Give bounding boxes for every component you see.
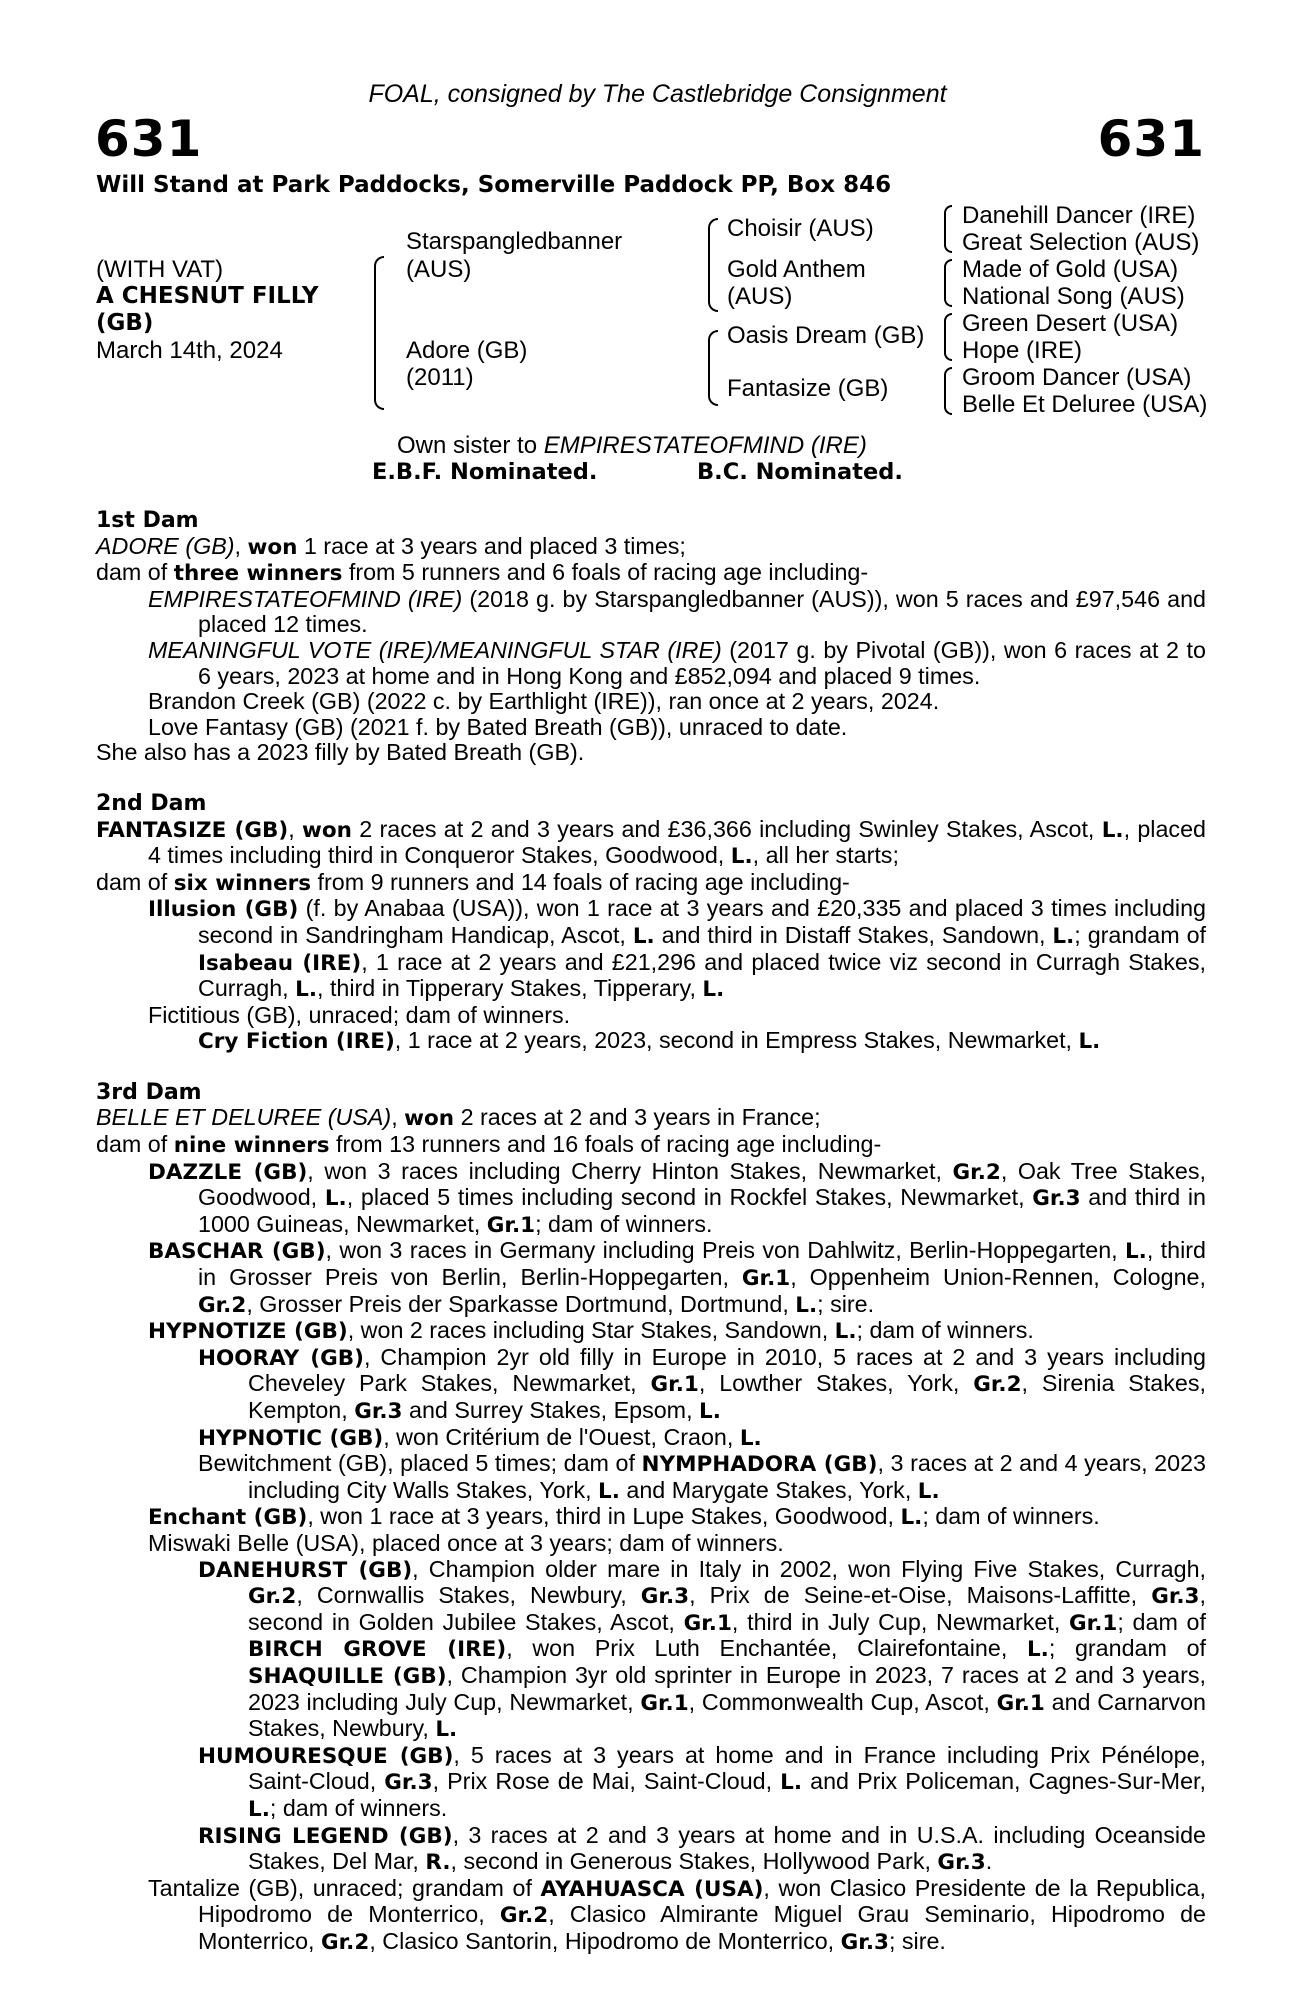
- horse-dob: March 14th, 2024: [96, 337, 283, 364]
- ped-dsd: Hope (IRE): [962, 337, 1083, 364]
- sire-dam: Gold Anthem: [727, 256, 866, 283]
- sire-sire: Choisir (AUS): [727, 215, 874, 242]
- pedigree-brace-ss: [944, 205, 952, 253]
- produce-note: She also has a 2023 filly by Bated Breath (GB).: [96, 739, 585, 766]
- lot-number-right: 631: [1097, 110, 1205, 168]
- stand-location: Will Stand at Park Paddocks, Somerville Paddock PP, Box 846: [96, 172, 892, 198]
- second-dam-summary: FANTASIZE (GB), won 2 races at 2 and 3 years and £36,366 including Swinley Stakes, Ascot, L., placed 4 times including third in Conqueror Stakes, Goodwood, L., all her starts;: [96, 815, 1206, 870]
- ped-dds: Groom Dancer (USA): [962, 364, 1192, 391]
- first-dam-produce-summary: dam of three winners from 5 runners and 6 foals of racing age including-: [96, 559, 869, 587]
- sire-country: (AUS): [406, 256, 472, 283]
- second-dam-produce-summary: dam of six winners from 9 runners and 14 foals of racing age including-: [96, 868, 850, 896]
- produce-entry: HYPNOTIC (GB), won Critérium de l'Ouest, Craon, L.: [198, 1423, 762, 1451]
- sire-name: Starspangledbanner: [406, 228, 623, 255]
- first-dam-heading: 1st Dam: [96, 508, 199, 533]
- produce-entry: Brandon Creek (GB) (2022 c. by Earthlight (IRE)), ran once at 2 years, 2024.: [148, 688, 940, 715]
- produce-entry: DAZZLE (GB), won 3 races including Cherry Hinton Stakes, Newmarket, Gr.2, Oak Tree Stakes, Goodwood, L., placed 5 times including second in Rockfel Stakes, Newmarket, Gr.3 and third in 1000 Guineas, Newmarket, Gr.1; dam of winners.: [148, 1157, 1206, 1238]
- produce-entry: RISING LEGEND (GB), 3 races at 2 and 3 years at home and in U.S.A. including Oceanside Stakes, Del Mar, R., second in Generous Stakes, Hollywood Park, Gr.3.: [198, 1821, 1206, 1876]
- ped-sds: Made of Gold (USA): [962, 256, 1179, 283]
- produce-entry: Fictitious (GB), unraced; dam of winners.: [148, 1001, 571, 1028]
- page-subtitle: FOAL, consigned by The Castlebridge Consignment: [368, 80, 947, 108]
- pedigree-brace-dam: [708, 330, 718, 406]
- pedigree-brace-ds: [944, 313, 952, 361]
- ebf-nominated: E.B.F. Nominated.: [372, 459, 598, 485]
- produce-entry: EMPIRESTATEOFMIND (IRE) (2018 g. by Starspangledbanner (AUS)), won 5 races and £97,546 and placed 12 times.: [148, 585, 1206, 638]
- produce-entry: HYPNOTIZE (GB), won 2 races including Star Stakes, Sandown, L.; dam of winners.: [148, 1317, 1034, 1345]
- produce-entry: HUMOURESQUE (GB), 5 races at 3 years at home and in France including Prix Pénélope, Saint-Cloud, Gr.3, Prix Rose de Mai, Saint-Cloud, L. and Prix Policeman, Cagnes-Sur-Mer, L.; dam of winners.: [198, 1741, 1206, 1822]
- ped-sss: Danehill Dancer (IRE): [962, 202, 1196, 229]
- produce-entry: HOORAY (GB), Champion 2yr old filly in Europe in 2010, 5 races at 2 and 3 years including Cheveley Park Stakes, Newmarket, Gr.1, Lowther Stakes, York, Gr.2, Sirenia Stakes, Kempton, Gr.3 and Surrey Stakes, Epsom, L.: [198, 1343, 1206, 1424]
- dam-dam: Fantasize (GB): [727, 375, 889, 402]
- dam-name: Adore (GB): [406, 337, 528, 364]
- produce-entry: Love Fantasy (GB) (2021 f. by Bated Breath (GB)), unraced to date.: [148, 713, 848, 740]
- third-dam-summary: BELLE ET DELUREE (USA), won 2 races at 2 and 3 years in France;: [96, 1104, 821, 1132]
- produce-entry: Enchant (GB), won 1 race at 3 years, third in Lupe Stakes, Goodwood, L.; dam of winners.: [148, 1503, 1100, 1531]
- pedigree-brace-sd: [944, 259, 952, 307]
- ped-dss: Green Desert (USA): [962, 310, 1179, 337]
- produce-entry: Tantalize (GB), unraced; grandam of AYAHUASCA (USA), won Clasico Presidente de la Republica, Hipodromo de Monterrico, Gr.2, Clasico Almirante Miguel Grau Seminario, Hipodromo de Monterrico, Gr.2, Clasico Santorin, Hipodromo de Monterrico, Gr.3; sire.: [148, 1874, 1206, 1955]
- pedigree-brace-dd: [944, 367, 952, 415]
- produce-entry: BASCHAR (GB), won 3 races in Germany including Preis von Dahlwitz, Berlin-Hoppegarten, L., third in Grosser Preis von Berlin, Berlin-Hoppegarten, Gr.1, Oppenheim Union-Rennen, Cologne, Gr.2, Grosser Preis der Sparkasse Dortmund, Dortmund, L.; sire.: [148, 1237, 1206, 1318]
- vat-note: (WITH VAT): [96, 256, 224, 283]
- pedigree-brace-sire: [708, 218, 718, 312]
- produce-entry: Cry Fiction (IRE), 1 race at 2 years, 2023, second in Empress Stakes, Newmarket, L.: [198, 1027, 1101, 1055]
- produce-entry: Illusion (GB) (f. by Anabaa (USA)), won 1 race at 3 years and £20,335 and placed 3 times including second in Sandringham Handicap, Ascot, L. and third in Distaff Stakes, Sandown, L.; grandam of Isabeau (IRE), 1 race at 2 years and £21,296 and placed twice viz second in Curragh Stakes, Curragh, L., third in Tipperary Stakes, Tipperary, L.: [148, 895, 1206, 1003]
- produce-entry: Miswaki Belle (USA), placed once at 3 years; dam of winners.: [148, 1529, 784, 1556]
- dam-sire: Oasis Dream (GB): [727, 322, 925, 349]
- produce-entry: Bewitchment (GB), placed 5 times; dam of NYMPHADORA (GB), 3 races at 2 and 4 years, 2023 including City Walls Stakes, York, L. and Marygate Stakes, York, L.: [198, 1450, 1206, 1504]
- horse-name-country: (GB): [96, 310, 154, 336]
- ped-ddd: Belle Et Deluree (USA): [962, 391, 1208, 418]
- lot-number-left: 631: [95, 110, 203, 168]
- own-sister-line: Own sister to EMPIRESTATEOFMIND (IRE): [397, 432, 867, 459]
- produce-entry: DANEHURST (GB), Champion older mare in Italy in 2002, won Flying Five Stakes, Curragh, Gr.2, Cornwallis Stakes, Newbury, Gr.3, Prix de Seine-et-Oise, Maisons-Laffitte, Gr.3, second in Golden Jubilee Stakes, Ascot, Gr.1, third in July Cup, Newmarket, Gr.1; dam of BIRCH GROVE (IRE), won Prix Luth Enchantée, Clairefontaine, L.; grandam of SHAQUILLE (GB), Champion 3yr old sprinter in Europe in 2023, 7 races at 2 and 3 years, 2023 including July Cup, Newmarket, Gr.1, Commonwealth Cup, Ascot, Gr.1 and Carnarvon Stakes, Newbury, L.: [198, 1555, 1207, 1743]
- own-sister-name: EMPIRESTATEOFMIND (IRE): [543, 432, 867, 459]
- third-dam-produce-summary: dam of nine winners from 13 runners and 16 foals of racing age including-: [96, 1131, 882, 1159]
- ped-ssd: Great Selection (AUS): [962, 229, 1200, 256]
- dam-records: [96, 508, 1206, 1955]
- pedigree-brace-main: [374, 256, 384, 410]
- first-dam-summary: ADORE (GB), won 1 race at 3 years and placed 3 times;: [96, 532, 686, 560]
- second-dam-heading: 2nd Dam: [96, 790, 207, 816]
- sire-dam-country: (AUS): [727, 283, 793, 310]
- dam-year: (2011): [406, 364, 474, 391]
- horse-name: A CHESNUT FILLY: [96, 283, 319, 309]
- third-dam-heading: 3rd Dam: [96, 1079, 202, 1105]
- produce-entry: MEANINGFUL VOTE (IRE)/MEANINGFUL STAR (IRE) (2017 g. by Pivotal (GB)), won 6 races at 2 to 6 years, 2023 at home and in Hong Kong and £852,094 and placed 9 times.: [148, 636, 1206, 689]
- bc-nominated: B.C. Nominated.: [697, 459, 903, 485]
- ped-sdd: National Song (AUS): [962, 283, 1185, 310]
